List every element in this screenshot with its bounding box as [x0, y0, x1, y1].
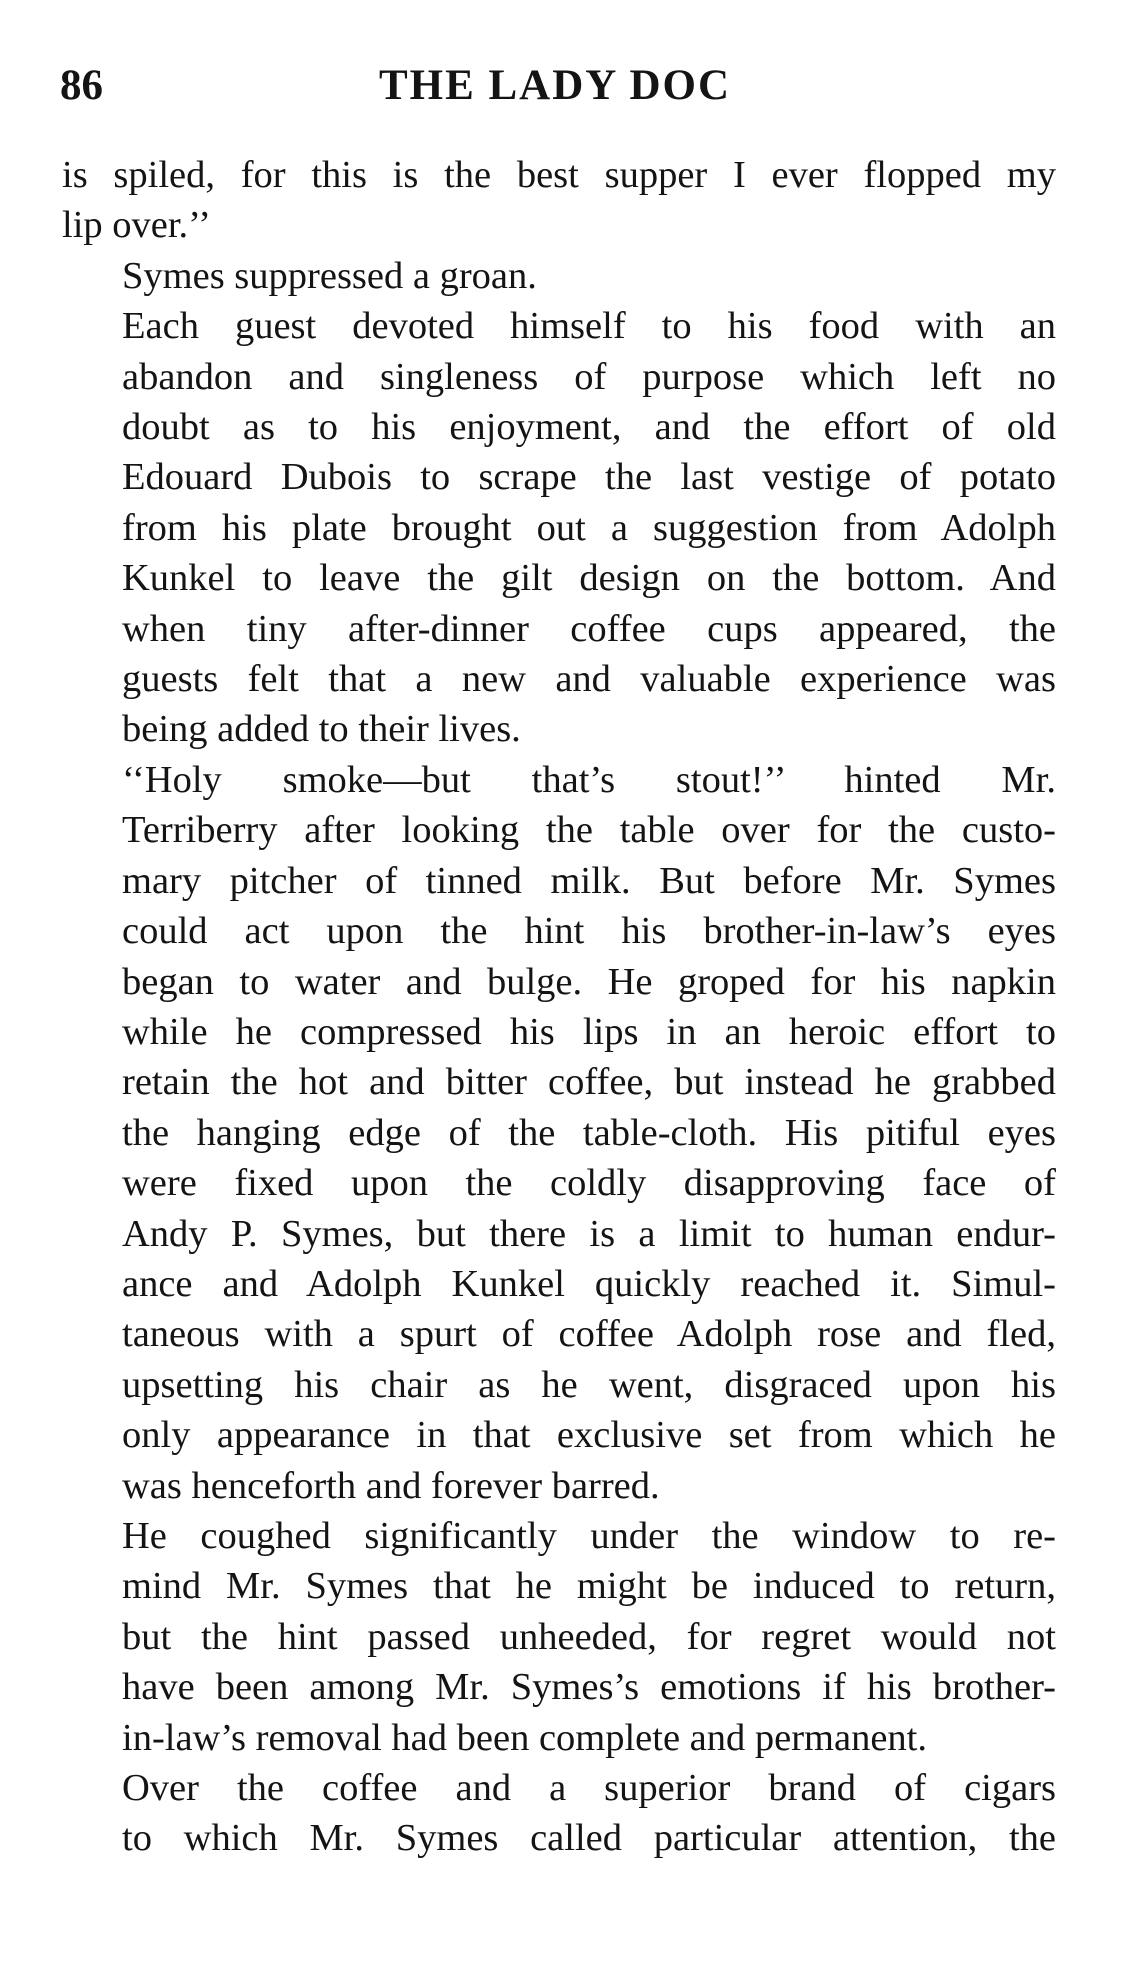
text-line: began to water and bulge. He groped for his napkin [122, 960, 1056, 1003]
paragraph-3 [62, 301, 1056, 755]
paragraph-4 [62, 755, 1056, 1511]
text-line: ance and Adolph Kunkel quickly reached it. Simul- [122, 1262, 1056, 1305]
text-line: being added to their lives. [122, 708, 521, 751]
text-line: ‘‘Holy smoke—but that’s stout!’’ hinted Mr. [122, 758, 1056, 801]
text-line: taneous with a spurt of coffee Adolph rose and fled, [122, 1313, 1056, 1356]
paragraph-2 [62, 251, 1056, 301]
paragraph-5 [62, 1511, 1056, 1763]
page-number: 86 [60, 62, 103, 109]
text-line: while he compressed his lips in an heroic effort to [122, 1010, 1056, 1053]
paragraph-1 [62, 150, 1056, 251]
text-line: guests felt that a new and valuable experience was [122, 658, 1056, 701]
text-line: Edouard Dubois to scrape the last vestige of potato [122, 456, 1056, 499]
text-line: only appearance in that exclusive set from which he [122, 1414, 1056, 1457]
text-line: Symes suppressed a groan. [122, 254, 537, 297]
text-line: when tiny after-dinner coffee cups appeared, the [122, 607, 1056, 650]
text-line: Each guest devoted himself to his food with an [122, 305, 1056, 348]
text-line: Andy P. Symes, but there is a limit to human endur- [122, 1212, 1056, 1255]
paragraph-6 [62, 1763, 1056, 1864]
book-title: THE LADY DOC [378, 62, 732, 109]
text-line: retain the hot and bitter coffee, but instead he grabbed [122, 1061, 1056, 1104]
text-line: could act upon the hint his brother-in-law’s eyes [122, 910, 1056, 953]
text-line: Over the coffee and a superior brand of cigars [122, 1767, 1056, 1809]
text-line: was henceforth and forever barred. [122, 1464, 660, 1507]
text-line: is spiled, for this is the best supper I ever flopped my [62, 154, 1056, 196]
body-text [62, 150, 1056, 1864]
text-line: He coughed significantly under the window to re- [122, 1514, 1056, 1557]
text-line: Kunkel to leave the gilt design on the bottom. And [122, 557, 1056, 600]
text-line: abandon and singleness of purpose which left no [122, 355, 1056, 398]
text-line: to which Mr. Symes called particular attention, the [122, 1817, 1056, 1860]
text-line: were fixed upon the coldly disapproving face of [122, 1162, 1056, 1205]
text-line: the hanging edge of the table-cloth. His pitiful eyes [122, 1111, 1056, 1154]
text-line: from his plate brought out a suggestion from Adolph [122, 506, 1056, 549]
text-line: mind Mr. Symes that he might be induced to return, [122, 1565, 1056, 1608]
text-line: mary pitcher of tinned milk. But before Mr. Symes [122, 859, 1056, 902]
text-line: Terriberry after looking the table over for the custo- [122, 809, 1056, 852]
running-head [60, 56, 1050, 116]
text-line: doubt as to his enjoyment, and the effort of old [122, 406, 1056, 449]
text-line: upsetting his chair as he went, disgraced upon his [122, 1363, 1056, 1406]
text-line: have been among Mr. Symes’s emotions if his brother- [122, 1666, 1056, 1709]
text-line: in-law’s removal had been complete and permanent. [122, 1716, 927, 1759]
text-line: but the hint passed unheeded, for regret would not [122, 1615, 1056, 1658]
text-line: lip over.’’ [62, 204, 211, 247]
